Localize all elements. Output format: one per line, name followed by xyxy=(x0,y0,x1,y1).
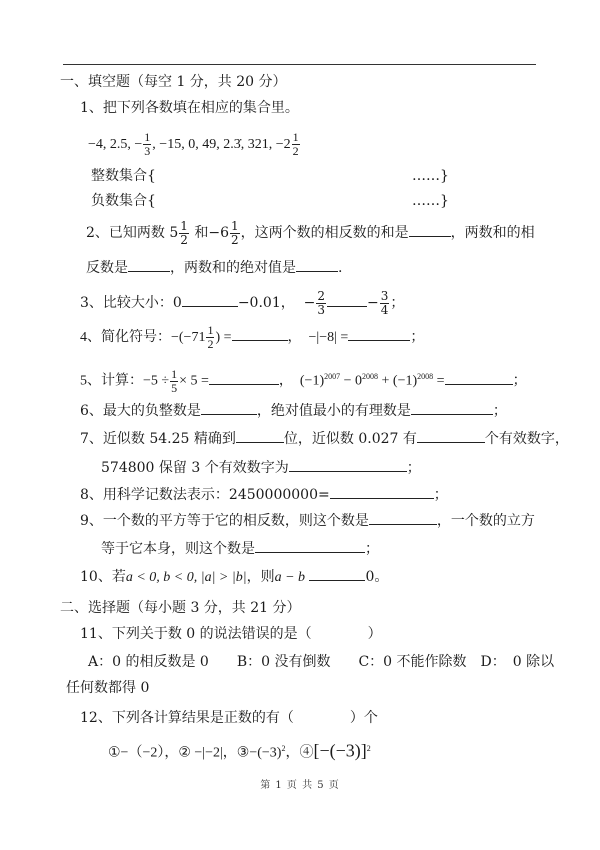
page-number: 第 1 页 共 5 页 xyxy=(260,780,340,791)
q1-integer-set-end: ……} xyxy=(412,168,449,184)
fraction: $\frac{2}{3}$ xyxy=(317,288,326,317)
fraction: $\frac{3}{4}$ xyxy=(380,288,389,317)
q7-line1: 7、近似数 54.25 精确到 位，近似数 0.027 有 个有效数字， xyxy=(80,428,569,449)
answer-blank[interactable] xyxy=(417,428,485,443)
q2-line2: 反数是 ，两数和的绝对值是 . xyxy=(86,257,342,278)
answer-blank[interactable] xyxy=(296,257,338,272)
answer-blank[interactable] xyxy=(255,538,365,553)
q7-line2: 574800 保留 3 个有效数字为 ； xyxy=(101,457,421,478)
answer-blank[interactable] xyxy=(330,484,434,499)
q1-negative-set xyxy=(91,191,156,211)
q5-line: 5、计算：−5 ÷ $\frac{1}{5}$ × 5 = ， $(-1)^{2007} - 0^{2008} + (-1)^{2008}$ = ； xyxy=(80,366,527,395)
answer-blank[interactable] xyxy=(369,510,437,525)
answer-blank[interactable] xyxy=(128,257,170,272)
answer-blank[interactable] xyxy=(411,400,493,415)
q1-negative-set-end: ……} xyxy=(412,193,449,209)
q9-line2: 等于它本身，则这个数是 ； xyxy=(101,538,379,559)
fraction: $\frac{1}{2}$ xyxy=(231,218,239,247)
q1-numbers-prefix: −4, 2.5, − xyxy=(88,137,143,152)
answer-blank[interactable] xyxy=(289,457,407,472)
answer-blank[interactable] xyxy=(348,326,410,341)
fraction: $\frac{1}{5}$ xyxy=(171,366,178,395)
q1-stem: 1、把下列各数填在相应的集合里。 xyxy=(80,100,299,116)
q9-line1: 9、一个数的平方等于它的相反数，则这个数是 ，一个数的立方 xyxy=(80,510,535,531)
negative-set-label: 负数集合{ xyxy=(91,193,156,209)
answer-blank[interactable] xyxy=(201,400,257,415)
answer-blank[interactable] xyxy=(409,222,451,237)
section-2-title: 二、选择题（每小题 3 分，共 21 分） xyxy=(60,600,301,616)
q1-integer-set xyxy=(91,166,156,186)
q2-line1: 2、已知两数 5 $\frac{1}{2}$ 和−6 $\frac{1}{2}$ ，这两个数的相反数的和是 ，两数和的相 xyxy=(86,218,535,247)
fraction: $\frac{1}{3}$ xyxy=(144,130,151,159)
q10-line: 10、若a < 0, b < 0, |a| > |b|，则a − b 0。 xyxy=(80,566,388,588)
answer-blank[interactable] xyxy=(445,370,513,385)
fraction: $\frac{1}{2}$ xyxy=(207,323,214,352)
q3-line: 3、比较大小：0 −0.01， − $\frac{2}{3}$ − $\frac{3}{4}$ ； xyxy=(80,288,405,317)
answer-blank[interactable] xyxy=(327,292,367,307)
answer-blank[interactable] xyxy=(236,428,284,443)
q1-numbers xyxy=(88,128,301,162)
q4-line: 4、简化符号：−(−71 $\frac{1}{2}$ ) = ， −|−8| = ； xyxy=(80,323,425,352)
q12-items: ①−（−2），② −|−2|，$③-(-3)^2$，$④[-(-3)]^2$ xyxy=(108,740,371,761)
header-rule xyxy=(63,64,536,65)
answer-blank[interactable] xyxy=(209,370,279,385)
answer-blank[interactable] xyxy=(232,326,288,341)
q8-line: 8、用科学记数法表示：2450000000= ； xyxy=(80,484,448,505)
answer-blank[interactable] xyxy=(182,292,238,307)
section-1-title: 一、填空题（每空 1 分，共 20 分） xyxy=(60,74,287,90)
q11-options: A：0 的相反数是 0 B：0 没有倒数 C：0 不能作除数 D： 0 除以 xyxy=(88,654,555,670)
q12-stem: 12、下列各计算结果是正数的有（ ）个 xyxy=(80,710,378,726)
q11-options-cont: 任何数都得 0 xyxy=(66,680,150,696)
fraction: $\frac{1}{2}$ xyxy=(180,218,188,247)
answer-blank[interactable] xyxy=(309,566,365,581)
q11-stem: 11、下列关于数 0 的说法错误的是（ ） xyxy=(80,626,382,642)
q1-numbers-middle: , −15, 0, 49, 2.3̇, 321, −2 xyxy=(152,137,291,152)
integer-set-label: 整数集合{ xyxy=(91,168,156,184)
fraction: $\frac{1}{2}$ xyxy=(292,130,299,159)
q6-line: 6、最大的负整数是 ，绝对值最小的有理数是 ； xyxy=(80,400,507,421)
